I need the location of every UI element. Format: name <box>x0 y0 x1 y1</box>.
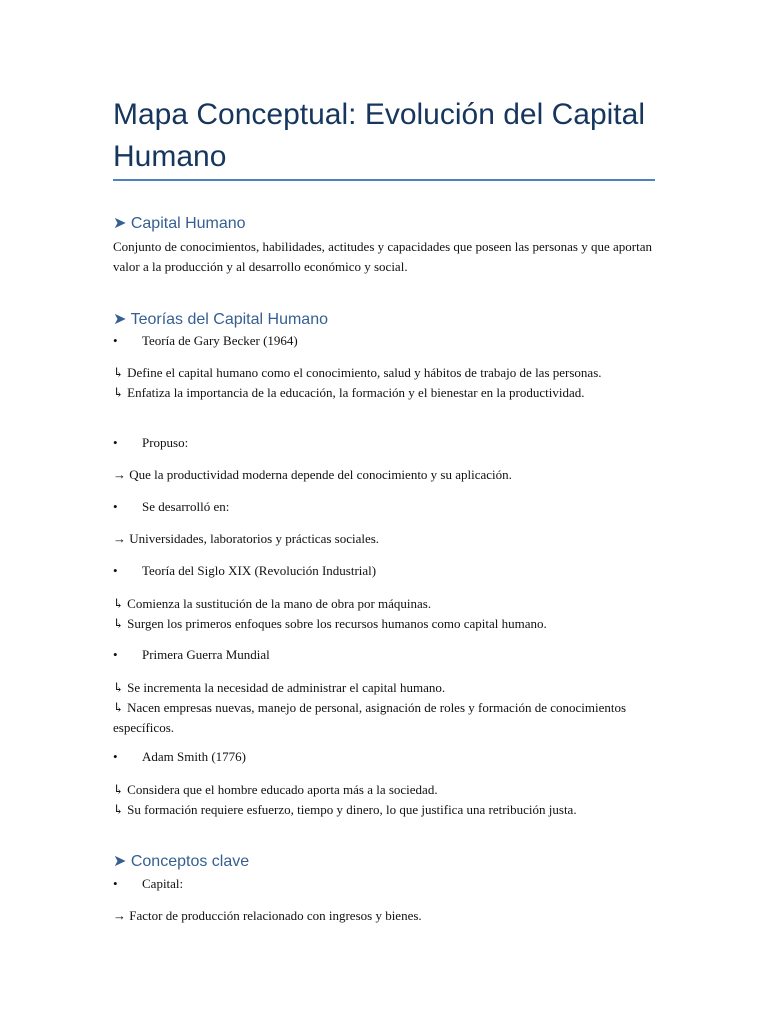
adam-smith-details: ↳ Considera que el hombre educado aporta más a la sociedad. ↳ Su formación requiere esfuerzo, tiempo y dinero, lo que justifica una retribución justa. <box>113 782 577 817</box>
bullet-icon: • <box>113 435 118 450</box>
list-item-label: Se desarrolló en: <box>142 499 230 514</box>
bullet-icon: • <box>113 749 118 764</box>
section-heading-teorias: ➤ Teorías del Capital Humano <box>113 311 328 328</box>
list-item-label: Capital: <box>142 876 184 891</box>
bullet-icon: • <box>113 499 118 514</box>
list-item-label: Primera Guerra Mundial <box>142 647 270 662</box>
list-item-label: Propuso: <box>142 435 189 450</box>
list-item-label: Adam Smith (1776) <box>142 749 246 764</box>
siglo-xix-details: ↳ Comienza la sustitución de la mano de obra por máquinas. ↳ Surgen los primeros enfoques sobre los recursos humanos como capital humano. <box>113 596 547 631</box>
document-title: Mapa Conceptual: Evolución del Capital Humano <box>113 98 645 173</box>
bullet-icon: • <box>113 876 118 891</box>
section-heading-conceptos: ➤ Conceptos clave <box>113 853 250 870</box>
propuso-details: → Que la productividad moderna depende del conocimiento y su aplicación. <box>113 467 512 482</box>
bullet-icon: • <box>113 333 118 348</box>
becker-details: ↳ Define el capital humano como el conocimiento, salud y hábitos de trabajo de las personas. ↳ Enfatiza la importancia de la educación, la formación y el bienestar en la productividad. <box>113 365 602 400</box>
bullet-icon: • <box>113 647 118 662</box>
section-heading-capital-humano: ➤ Capital Humano <box>113 215 246 232</box>
list-item-label: Teoría de Gary Becker (1964) <box>142 333 298 348</box>
primera-guerra-details: ↳ Se incrementa la necesidad de administrar el capital humano. ↳ Nacen empresas nuevas, manejo de personal, asignación de roles y formación de conocimientos específicos. <box>113 680 627 735</box>
bullet-icon: • <box>113 563 118 578</box>
section-capital-humano-text: Conjunto de conocimientos, habilidades, actitudes y capacidades que poseen las personas y que aportan valor a la producción y al desarrollo económico y social. <box>113 239 656 274</box>
title-underline <box>113 179 655 181</box>
desarrollo-details: → Universidades, laboratorios y prácticas sociales. <box>113 531 380 546</box>
capital-details: → Factor de producción relacionado con ingresos y bienes. <box>113 908 422 923</box>
list-item-label: Teoría del Siglo XIX (Revolución Industrial) <box>142 563 377 578</box>
